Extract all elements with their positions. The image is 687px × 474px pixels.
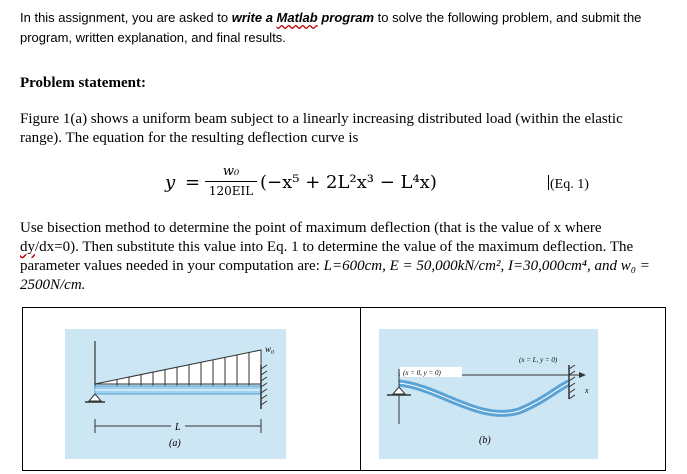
intro-emphasis-write: write a — [231, 10, 277, 25]
distributed-load-triangle — [95, 350, 261, 384]
length-label: L — [175, 422, 181, 433]
intro-text-end: to solve the following problem, and submit the program, written explanation, and final results. — [20, 10, 642, 45]
equation-rhs: (−x⁵ + 2L²x³ − L⁴x) — [260, 172, 437, 193]
equation-lhs: y — [165, 172, 176, 193]
problem-heading: Problem statement: — [20, 75, 146, 91]
pin-support — [89, 394, 101, 401]
figure-panel-b — [379, 329, 598, 459]
fixed-support-hatch-b — [569, 365, 575, 399]
equation-equals: = — [185, 172, 201, 193]
left-boundary-label: (x = 0, y = 0) — [403, 369, 441, 377]
figure-panel-a — [65, 329, 286, 459]
x-axis-arrow — [579, 372, 586, 378]
intro-text-start: In this assignment, you are asked to — [20, 10, 232, 25]
text-cursor — [548, 175, 549, 190]
paragraph2-text-b: /dx=0). Then substitute this value into Eq. 1 to determine the value of the maximum deflection. The parameter values needed in your computation are: — [20, 239, 634, 274]
pin-support-b — [393, 387, 405, 394]
intro-emphasis-matlab: Matlab — [276, 10, 318, 25]
load-label: w₀ — [265, 344, 275, 354]
equation-label-text: (Eq. 1) — [550, 177, 589, 192]
deflection-diagram — [379, 329, 598, 459]
assignment-intro — [20, 8, 670, 48]
paragraph2-dydx: dy — [20, 239, 35, 255]
panel-b-caption: (b) — [479, 435, 491, 446]
problem-paragraph-1: Figure 1(a) shows a uniform beam subject to a linearly increasing distributed load (within the elastic range). The equation for the resulting deflection curve is — [20, 111, 623, 146]
paragraph2-parameters: L=600cm, E = 50,000kN/cm², I=30,000cm⁴, and w₀ = 2500N/cm. — [20, 258, 650, 293]
equation-denominator: 120EIL — [208, 184, 254, 198]
panel-a-caption: (a) — [169, 438, 181, 449]
right-boundary-label: (x = L, y = 0) — [519, 356, 558, 364]
intro-emphasis-program: program — [317, 10, 375, 25]
equation-label — [548, 175, 589, 193]
equation-numerator: w₀ — [205, 164, 257, 182]
problem-paragraph-2 — [20, 219, 660, 295]
beam-load-diagram — [65, 329, 286, 459]
x-axis-label: x — [585, 386, 589, 395]
paragraph2-text-a: Use bisection method to determine the point of maximum deflection (that is the value of x where — [20, 220, 602, 236]
figure-divider — [360, 307, 361, 471]
equation-fraction — [205, 164, 257, 198]
fixed-support-hatch — [261, 365, 267, 405]
